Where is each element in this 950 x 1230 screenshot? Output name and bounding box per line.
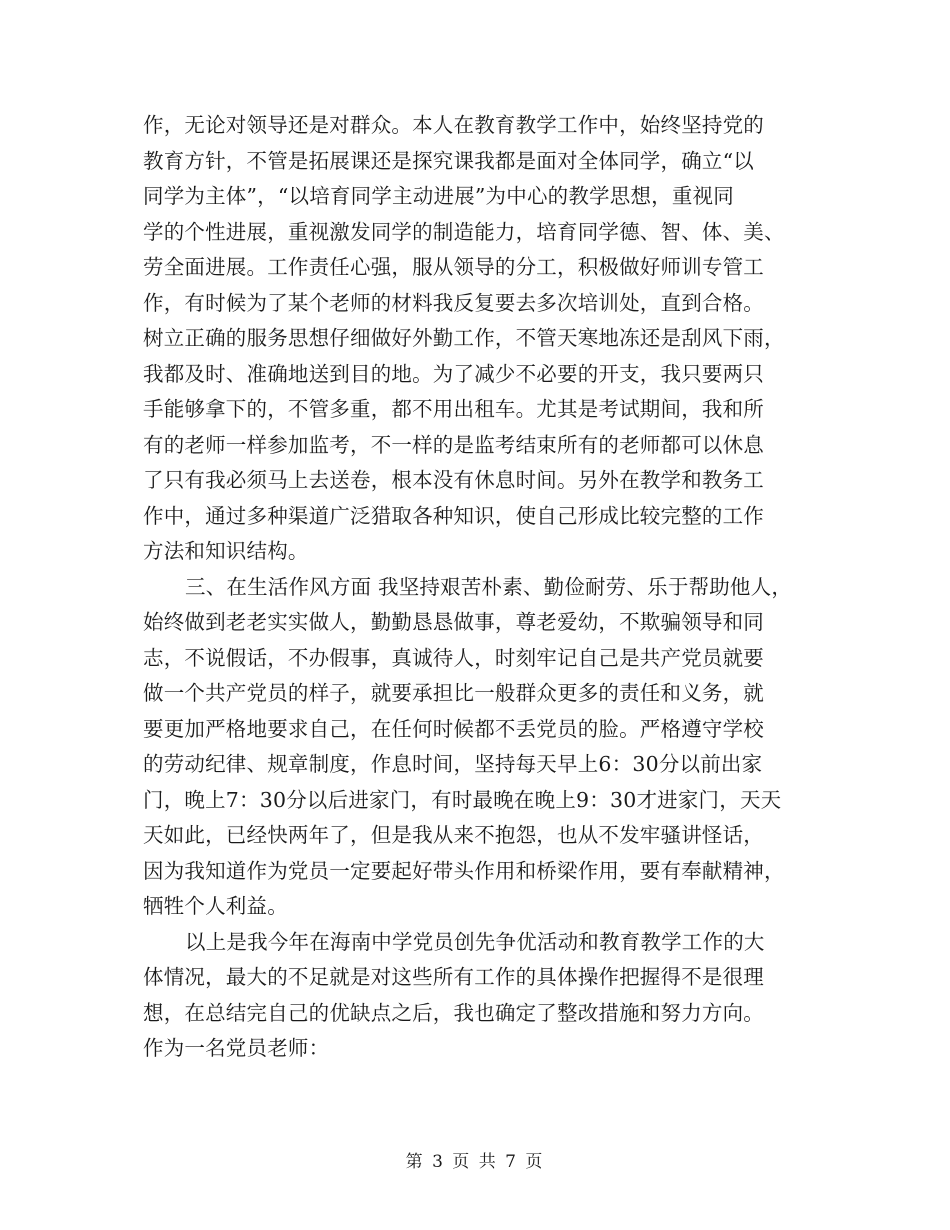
- text-line: 作为一名党员老师：: [143, 1036, 330, 1060]
- text-line: 的劳动纪律、规章制度，作息时间，坚持每天早上6：30分以前出家: [143, 752, 763, 776]
- text-line: 始终做到老老实实做人，勤勤恳恳做事，尊老爱幼，不欺骗领导和同: [143, 610, 764, 634]
- text-line: 教育方针，不管是拓展课还是探究课我都是面对全体同学，确立“以: [143, 148, 754, 173]
- text-line: 想，在总结完自己的优缺点之后，我也确定了整改措施和努力方向。: [143, 1000, 764, 1025]
- text-line: 因为我知道作为党员一定要起好带头作用和桥梁作用，要有奉献精神，: [143, 858, 785, 883]
- text-line: 作，无论对领导还是对群众。本人在教育教学工作中，始终坚持党的: [143, 113, 764, 137]
- text-line: 体情况，最大的不足就是对这些所有工作的具体操作把握得不是很理: [143, 965, 764, 989]
- text-line: 劳全面进展。工作责任心强，服从领导的分工，积极做好师训专管工: [143, 255, 764, 279]
- text-line: 志，不说假话，不办假事，真诚待人，时刻牢记自己是共产党员就要: [143, 645, 764, 670]
- text-line: 作中，通过多种渠道广泛猎取各种知识，使自己形成比较完整的工作: [143, 503, 764, 528]
- text-line: 牺牲个人利益。: [143, 894, 288, 918]
- text-line: 作，有时候为了某个老师的材料我反复要去多次培训处，直到合格。: [143, 290, 764, 315]
- text-line: 门，晚上7：30分以后进家门，有时最晚在晚上9：30才进家门，天天: [143, 787, 782, 812]
- text-line: 天如此，已经快两年了，但是我从来不抱怨，也从不发牢骚讲怪话，: [143, 823, 764, 847]
- page-number-footer: 第 3 页 共 7 页: [405, 1152, 545, 1172]
- text-line: 有的老师一样参加监考，不一样的是监考结束所有的老师都可以休息: [143, 432, 764, 457]
- document-body: [143, 108, 823, 1067]
- paragraph-start-line: 以上是我今年在海南中学党员创先争优活动和教育教学工作的大: [185, 929, 765, 954]
- text-line: 手能够拿下的，不管多重，都不用出租车。尤其是考试期间，我和所: [143, 397, 764, 421]
- text-line: 要更加严格地要求自己，在任何时候都不丢党员的脸。严格遵守学校: [143, 716, 764, 741]
- text-line: 树立正确的服务思想仔细做好外勤工作，不管天寒地冻还是刮风下雨，: [143, 326, 785, 350]
- paragraph-start-line: 三、在生活作风方面 我坚持艰苦朴素、勤俭耐劳、乐于帮助他人，: [185, 574, 793, 599]
- text-line: 做一个共产党员的样子，就要承担比一般群众更多的责任和义务，就: [143, 681, 764, 705]
- text-line: 同学为主体”，“以培育同学主动进展”为中心的教学思想，重视同: [143, 184, 734, 208]
- text-line: 了只有我必须马上去送卷，根本没有休息时间。另外在教学和教务工: [143, 468, 764, 492]
- text-line: 学的个性进展，重视激发同学的制造能力，培育同学德、智、体、美、: [143, 219, 785, 244]
- text-line: 方法和知识结构。: [143, 539, 309, 563]
- text-line: 我都及时、准确地送到目的地。为了减少不必要的开支，我只要两只: [143, 361, 764, 386]
